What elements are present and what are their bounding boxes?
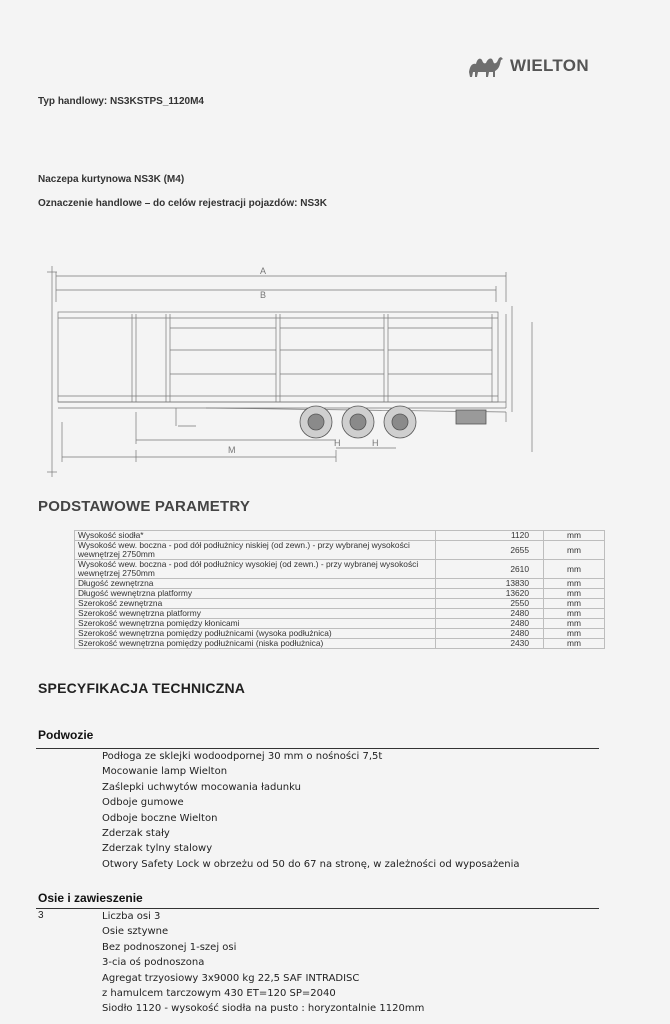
param-row — [75, 531, 605, 541]
vehicle-name: Naczepa kurtynowa NS3K (M4) — [38, 174, 185, 185]
param-unit: mm — [544, 579, 605, 589]
param-unit: mm — [544, 531, 605, 541]
param-label: Szerokość zewnętrzna — [75, 599, 436, 609]
param-value: 2480 — [436, 619, 544, 629]
param-label: Szerokość wewnętrzna platformy — [75, 609, 436, 619]
param-unit: mm — [544, 599, 605, 609]
param-label: Wysokość wew. boczna - pod dół podłużnicy niskiej (od zewn.) - przy wybranej wysokości wewnętrzej 2750mm — [75, 541, 436, 560]
trade-designation: Oznaczenie handlowe – do celów rejestracji pojazdów: NS3K — [38, 198, 327, 209]
param-value: 2610 — [436, 560, 544, 579]
spec-item: Mocowanie lamp Wielton — [102, 766, 228, 778]
spec-item: Siodło 1120 - wysokość siodła na pusto : horyzontalnie 1120mm — [102, 1003, 425, 1015]
param-row — [75, 599, 605, 609]
param-value: 13620 — [436, 589, 544, 599]
spec-item: Otwory Safety Lock w obrzeżu od 50 do 67 na stronę, w zależności od wyposażenia — [102, 858, 520, 870]
spec-item: Odboje boczne Wielton — [102, 812, 218, 824]
brand-logo — [466, 50, 600, 82]
param-value: 2655 — [436, 541, 544, 560]
param-value: 13830 — [436, 579, 544, 589]
param-unit: mm — [544, 560, 605, 579]
spec-item: Osie sztywne — [102, 926, 169, 938]
trade-type: Typ handlowy: NS3KSTPS_1120M4 — [38, 96, 204, 107]
param-row — [75, 619, 605, 629]
spec-item: 3-cia oś podnoszona — [102, 957, 205, 969]
param-value: 2550 — [436, 599, 544, 609]
param-value: 2430 — [436, 639, 544, 649]
axles-items — [102, 909, 424, 1017]
param-unit: mm — [544, 589, 605, 599]
spec-item: Agregat trzyosiowy 3x9000 kg 22,5 SAF INTRADISC — [102, 972, 360, 984]
dim-label-h1: H — [334, 438, 341, 448]
param-label: Szerokość wewnętrzna pomiędzy podłużnicami (niska podłużnica) — [75, 639, 436, 649]
chassis-items — [102, 749, 520, 872]
trailer-side-drawing — [36, 262, 636, 487]
spec-item: Zderzak tylny stalowy — [102, 843, 213, 855]
spec-item: Zaślepki uchwytów mocowania ładunku — [102, 781, 301, 793]
param-row — [75, 560, 605, 579]
brand-name: WIELTON — [510, 56, 589, 75]
axles-section-title: Osie i zawieszenie — [38, 891, 143, 905]
param-unit: mm — [544, 619, 605, 629]
dim-label-a: A — [260, 266, 267, 276]
spec-item: Podłoga ze sklejki wodoodpornej 30 mm o nośności 7,5t — [102, 751, 383, 762]
spec-item: Zderzak stały — [102, 828, 170, 840]
param-label: Wysokość siodła* — [75, 531, 436, 541]
spec-item: z hamulcem tarczowym 430 ET=120 SP=2040 — [102, 988, 336, 1000]
camel-logo-icon — [466, 52, 506, 80]
param-unit: mm — [544, 639, 605, 649]
param-label: Szerokość wewnętrzna pomiędzy podłużnicami (wysoka podłużnica) — [75, 629, 436, 639]
spec-heading: SPECYFIKACJA TECHNICZNA — [38, 680, 246, 696]
spec-item: Liczba osi 3 — [102, 911, 161, 922]
param-value: 2480 — [436, 609, 544, 619]
params-heading: PODSTAWOWE PARAMETRY — [38, 498, 251, 515]
dim-label-b: B — [260, 290, 267, 300]
param-unit: mm — [544, 541, 605, 560]
chassis-section-title: Podwozie — [38, 728, 94, 742]
param-row — [75, 541, 605, 560]
param-label: Długość wewnętrzna platformy — [75, 589, 436, 599]
param-unit: mm — [544, 609, 605, 619]
param-row — [75, 629, 605, 639]
param-label: Wysokość wew. boczna - pod dół podłużnicy wysokiej (od zewn.) - przy wybranej wysokości wewnętrzej 2750mm — [75, 560, 436, 579]
axles-quantity: 3 — [38, 910, 44, 921]
param-value: 2480 — [436, 629, 544, 639]
dim-label-m: M — [228, 445, 236, 455]
param-label: Długość zewnętrzna — [75, 579, 436, 589]
param-row — [75, 639, 605, 649]
spec-item: Odboje gumowe — [102, 797, 184, 809]
dim-label-h2: H — [372, 438, 379, 448]
param-row — [75, 589, 605, 599]
param-label: Szerokość wewnętrzna pomiędzy kłonicami — [75, 619, 436, 629]
param-row — [75, 579, 605, 589]
param-unit: mm — [544, 629, 605, 639]
param-row — [75, 609, 605, 619]
spec-item: Bez podnoszonej 1-szej osi — [102, 941, 237, 953]
param-value: 1120 — [436, 531, 544, 541]
params-table — [74, 530, 605, 649]
